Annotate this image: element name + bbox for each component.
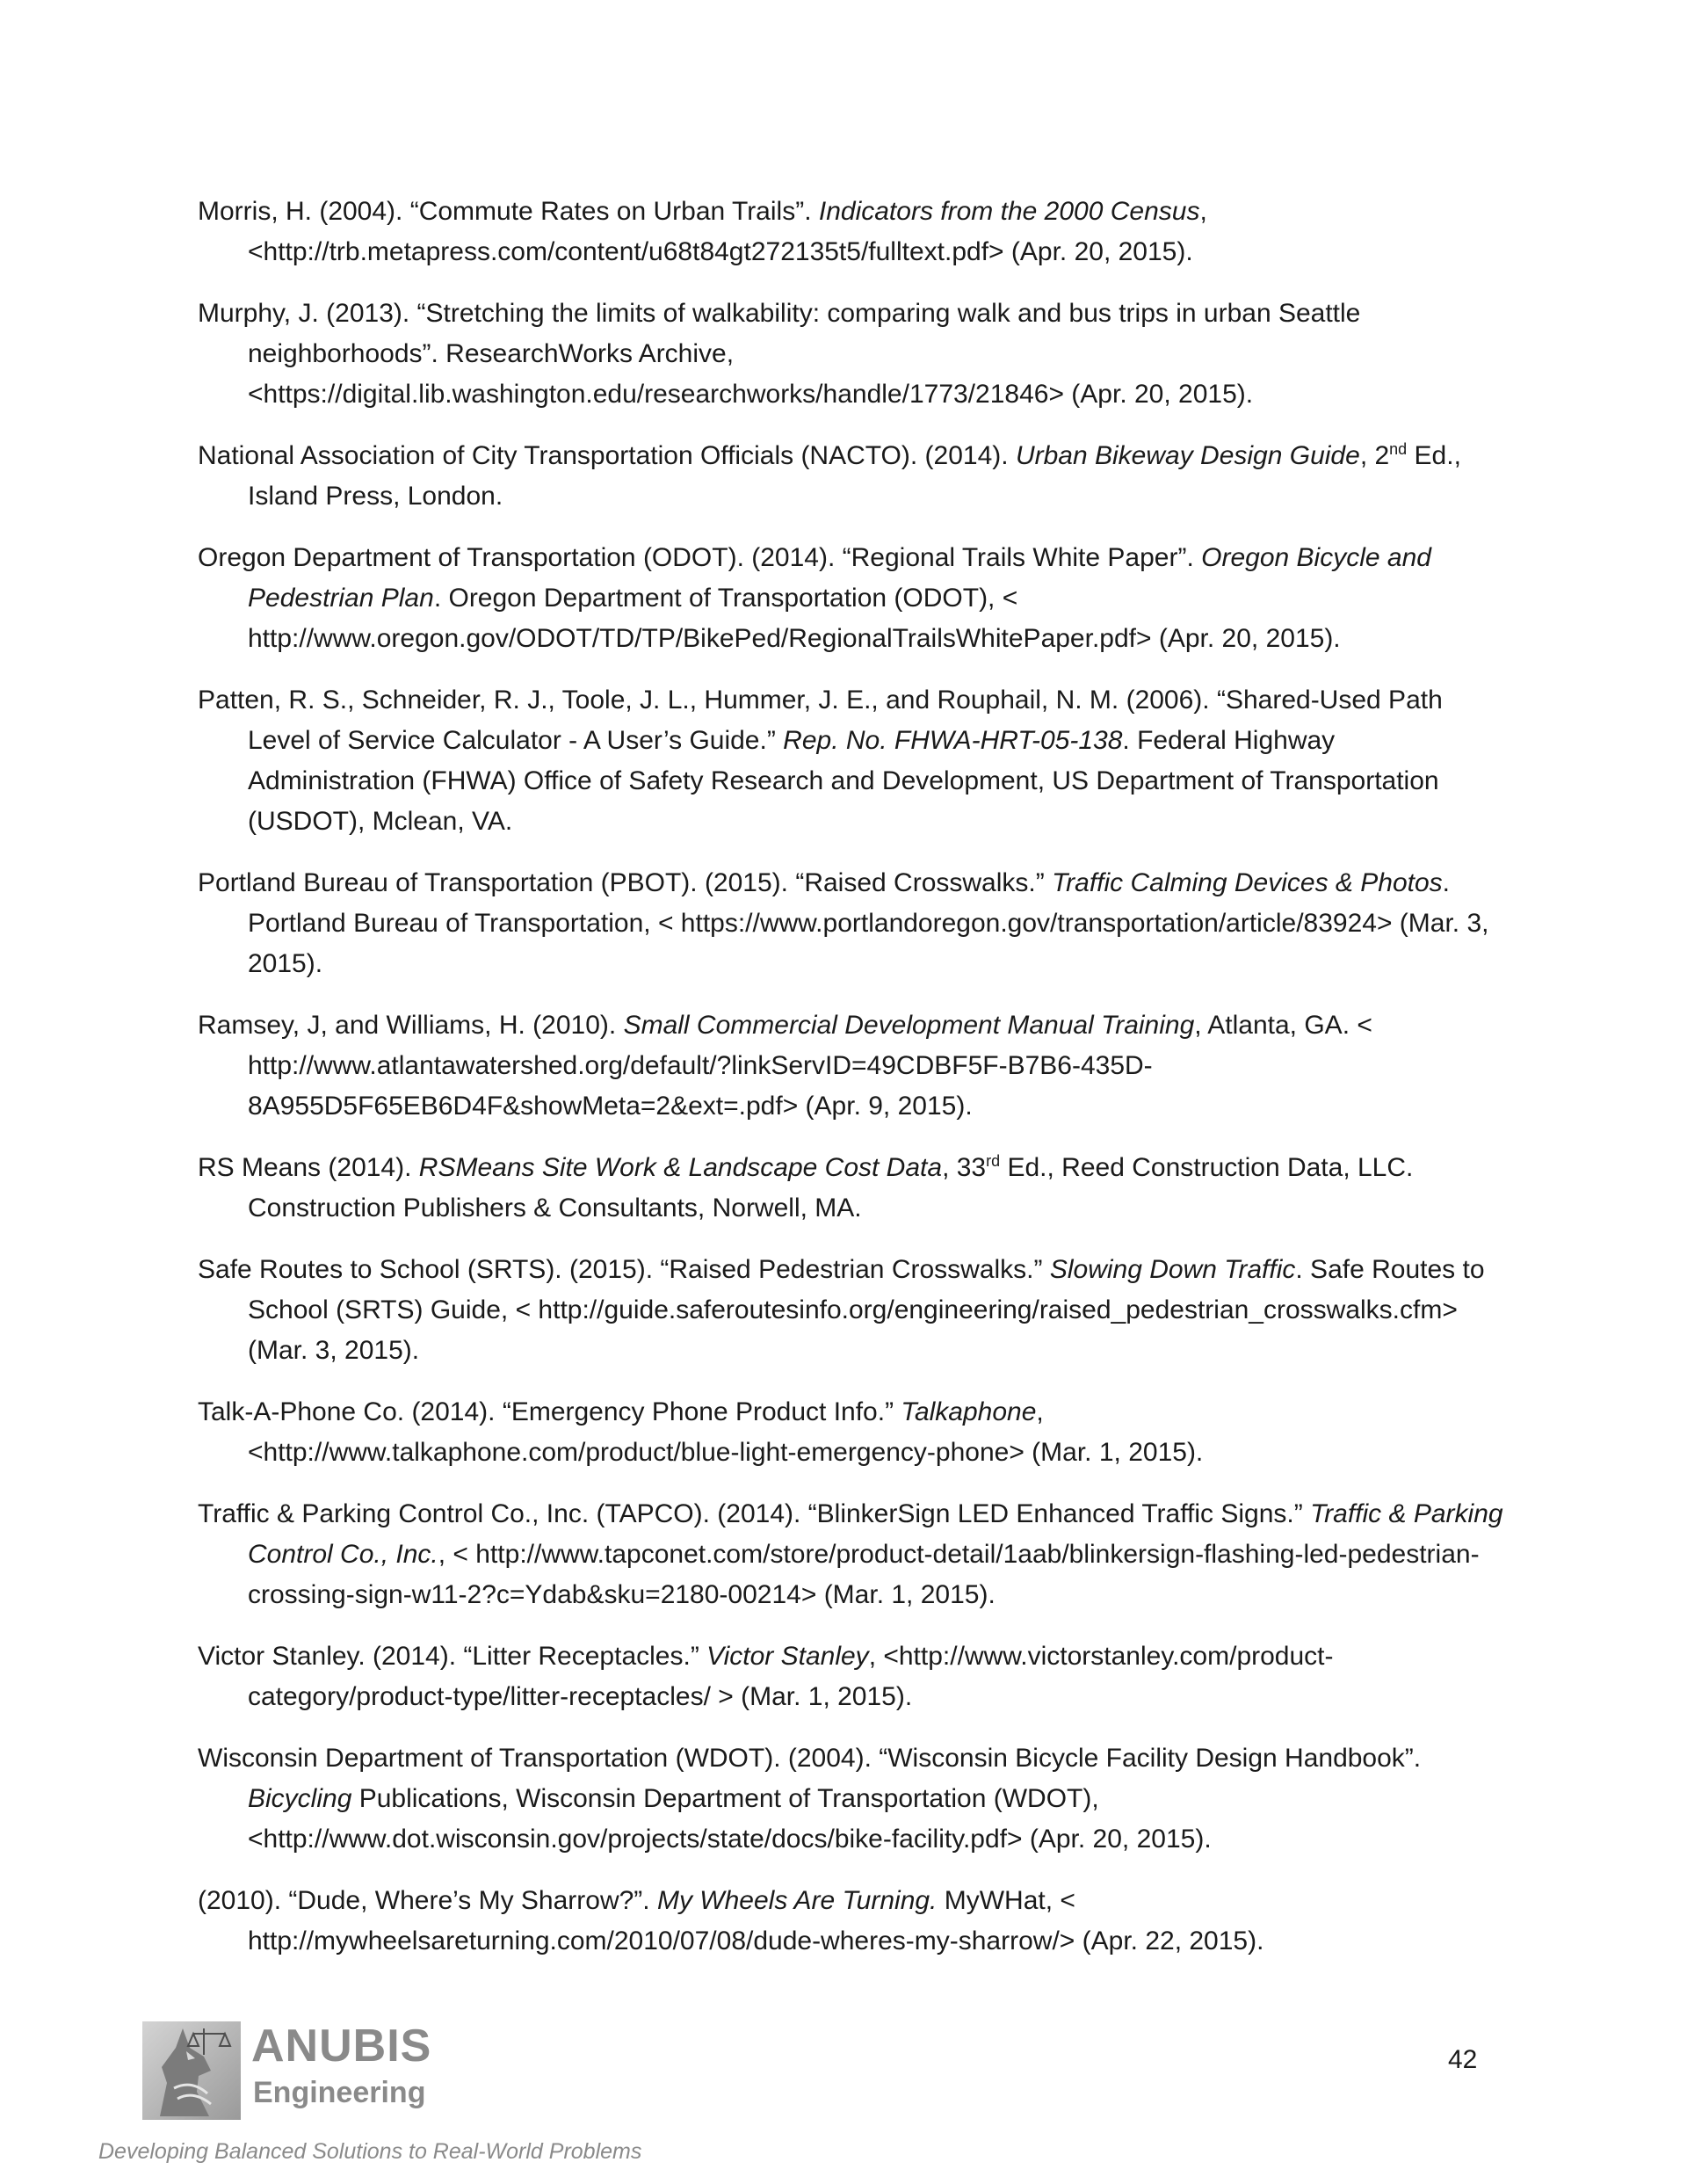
logo-title: ANUBIS [251,2021,432,2072]
reference-entry: Oregon Department of Transportation (ODOT). (2014). “Regional Trails White Paper”. Oregon Bicycle and Pedestrian Plan. Oregon Department of Transportation (ODOT), < http://www.oregon.gov/ODOT/TD/TP/BikePed/RegionalTrailsWhitePaper.pdf> (Apr. 20, 2015). [198,543,1431,653]
anubis-jackal-scales-icon [142,2021,241,2120]
reference-entry: Wisconsin Department of Transportation (WDOT). (2004). “Wisconsin Bicycle Facility Design Handbook”. Bicycling Publications, Wisconsin Department of Transportation (WDOT), <http://www.dot.wisconsin.gov/projects/state/docs/bike-facility.pdf> (Apr. 20, 2015). [198,1744,1422,1854]
reference-entry: Safe Routes to School (SRTS). (2015). “Raised Pedestrian Crosswalks.” Slowing Down Traffic. Safe Routes to School (SRTS) Guide, < http://guide.saferoutesinfo.org/engineering/raised_pedestrian_crosswalks.cfm> (Mar. 3, 2015). [198,1255,1485,1365]
reference-entry: Morris, H. (2004). “Commute Rates on Urban Trails”. Indicators from the 2000 Census, <http://trb.metapress.com/content/u68t84gt272135t5/fulltext.pdf> (Apr. 20, 2015). [198,197,1207,266]
reference-entry: Murphy, J. (2013). “Stretching the limits of walkability: comparing walk and bus trips in urban Seattle neighborhoods”. ResearchWorks Archive, <https://digital.lib.washington.edu/researchworks/handle/1773/21846> (Apr. 20, 2015). [198,299,1361,409]
page-number: 42 [1448,2045,1478,2074]
footer-tagline: Developing Balanced Solutions to Real-World Problems [98,2139,642,2164]
company-logo [142,2021,476,2120]
reference-entry: National Association of City Transportation Officials (NACTO). (2014). Urban Bikeway Design Guide, 2nd Ed., Island Press, London. [198,440,1461,511]
logo-subtitle: Engineering [253,2076,426,2109]
reference-entry: Portland Bureau of Transportation (PBOT). (2015). “Raised Crosswalks.” Traffic Calming Devices & Photos. Portland Bureau of Transportation, < https://www.portlandoregon.gov/transportation/article/83924> (Mar. 3, 2015). [198,868,1489,978]
reference-list [198,192,1507,1983]
reference-entry: Traffic & Parking Control Co., Inc. (TAPCO). (2014). “BlinkerSign LED Enhanced Traffic Signs.” Traffic & Parking Control Co., Inc., < http://www.tapconet.com/store/product-detail/1aab/blinkersign-flashing-led-pedestrian-crossing-sign-w11-2?c=Ydab&sku=2180-00214> (Mar. 1, 2015). [198,1499,1503,1609]
reference-entry: RS Means (2014). RSMeans Site Work & Landscape Cost Data, 33rd Ed., Reed Construction Data, LLC. Construction Publishers & Consultants, Norwell, MA. [198,1152,1414,1223]
reference-entry: Victor Stanley. (2014). “Litter Receptacles.” Victor Stanley, <http://www.victorstanley.com/product-category/product-type/litter-receptacles/ > (Mar. 1, 2015). [198,1642,1334,1711]
reference-entry: Talk-A-Phone Co. (2014). “Emergency Phone Product Info.” Talkaphone, <http://www.talkaphone.com/product/blue-light-emergency-phone> (Mar. 1, 2015). [198,1397,1204,1467]
reference-entry: Patten, R. S., Schneider, R. J., Toole, J. L., Hummer, J. E., and Rouphail, N. M. (2006). “Shared-Used Path Level of Service Calculator - A User’s Guide.” Rep. No. FHWA-HRT-05-138. Federal Highway Administration (FHWA) Office of Safety Research and Development, US Department of Transportation (USDOT), Mclean, VA. [198,686,1443,836]
reference-entry: Ramsey, J, and Williams, H. (2010). Small Commercial Development Manual Training, Atlanta, GA. < http://www.atlantawatershed.org/default/?linkServID=49CDBF5F-B7B6-435D-8A955D5F65EB6D4F&showMeta=2&ext=.pdf> (Apr. 9, 2015). [198,1011,1372,1121]
reference-entry: (2010). “Dude, Where’s My Sharrow?”. My Wheels Are Turning. MyWHat, < http://mywheelsareturning.com/2010/07/08/dude-wheres-my-sharrow/> (Apr. 22, 2015). [198,1886,1264,1955]
